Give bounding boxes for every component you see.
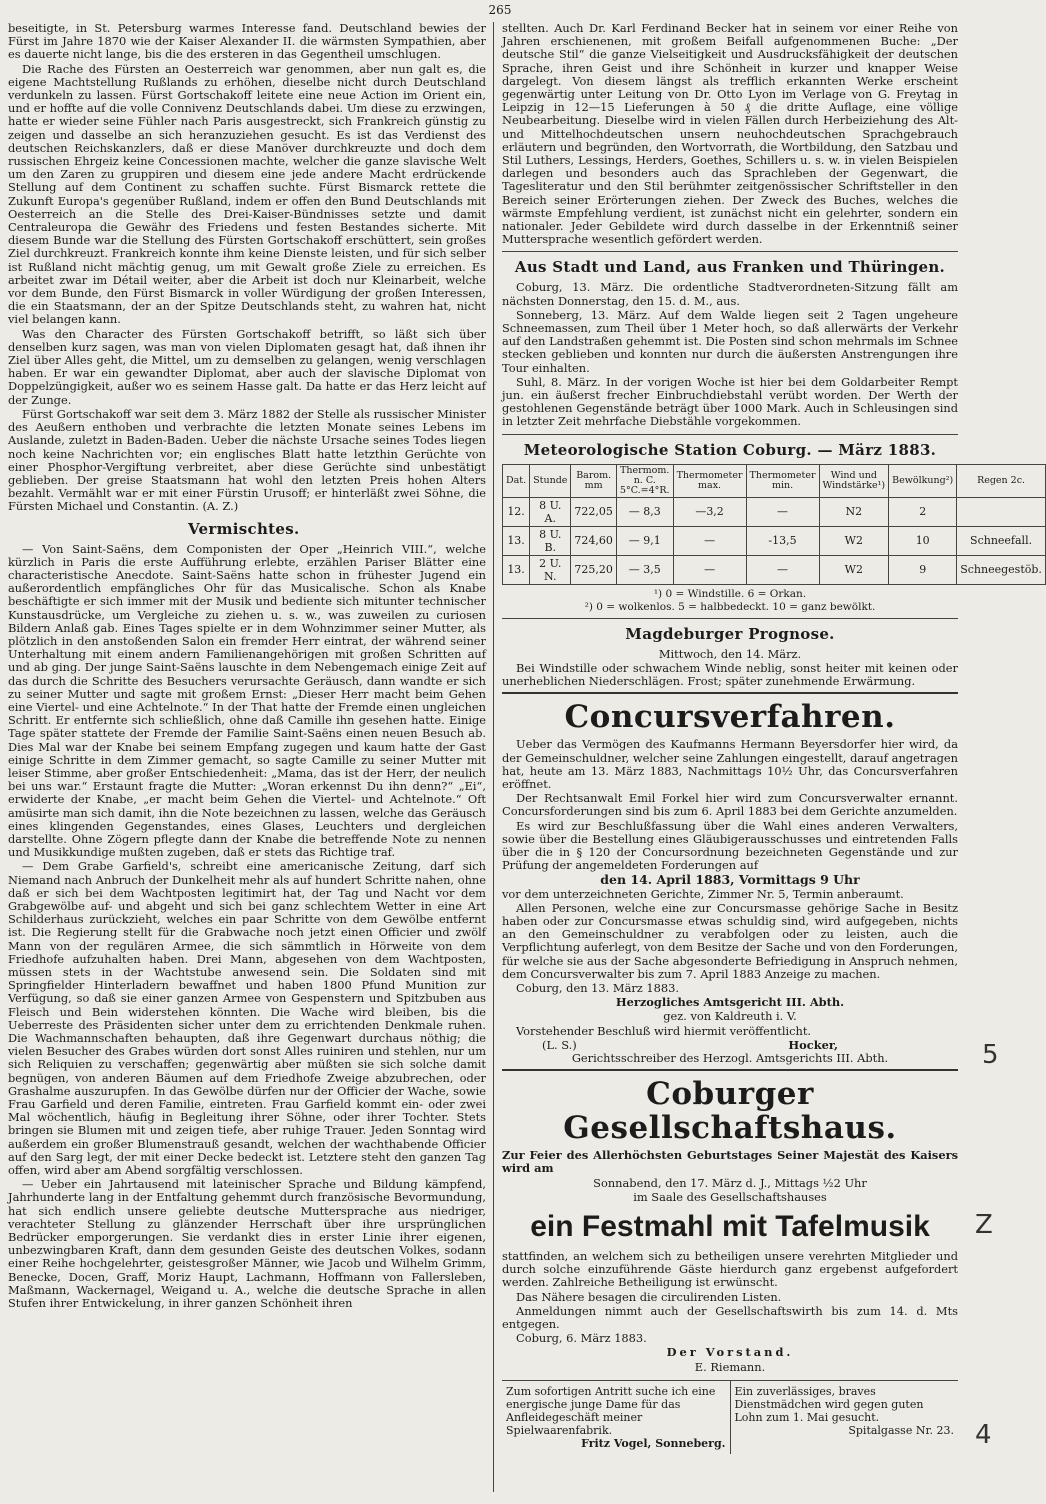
concurs-paragraph: Es wird zur Beschlußfassung über die Wahl eines anderen Verwalters, sowie über die Bestellung eines Gläubigerausschusses und eintretenden Falls über die in § 120 der Concursordnung bezeichneten Gegenstände und zur Prüfung der angemeldeten Forderungen auf — [502, 818, 958, 873]
column-divider — [493, 22, 494, 1492]
article-paragraph: — Dem Grabe Garfield's, schreibt eine americanische Zeitung, darf sich Niemand nach Anbruch der Dunkelheit mehr als auf hundert Schritte nahen, ohne daß er sich bei dem Wachtposten legitimirt hat, der Tag und Nacht vor dem Grabgewölbe auf- und abgeht und sich bei ganz schlechtem Wetter in eine Art Schilderhaus zurückzieht, welches ein paar Schritte von dem Gewölbe entfernt ist. Die Regierung stellt für die Grabwache noch jetzt einen Officier und zwölf Mann von der regulären Armee, die sich sämmtlich in Hörweite von dem Friedhofe aufzuhalten haben. Drei Mann, abgesehen von dem Wachtposten, müssen stets in der Wachtstube anwesend sein. Die Soldaten sind mit Springfielder Hinterladern bewaffnet und haben 1800 Pfund Munition zur Verfügung, so daß sie einer ganzen Armee von Gespenstern und Spitzbuben aus Fleisch und Bein widerstehen könnten. Die Wache wird bleiben, bis die Ueberreste des Präsidenten sicher unter dem zu errichtenden Denkmale ruhen. Die Wachmannschaften behaupten, daß ihre Gegenwart durchaus nöthig; die vielen Besucher des Grabes würden dort sonst Alles ruiniren und stehlen, nur um sich Reliquien zu verschaffen; gegenwärtig aber müßten sie sich solche damit begnügen, von anderen Bäumen auf dem Friedhofe Zweige abzubrechen, oder Grashalme auszurupfen. In das Gewölbe dürfen nur der Officier der Wache, sowie Frau Garfield und deren Familie, eintreten. Frau Garfield kommt ein- oder zwei Mal wöchentlich, häufig in Begleitung ihrer Söhne, oder ihrer Tochter. Stets bringen sie Blumen mit und zeigen tiefe, aber ruhige Trauer. Jeden Sonntag wird außerdem ein großer Blumenstrauß gesandt, welchen der wachthabende Officier auf den Sarg legt, der mit einer Decke bedeckt ist. Letztere steht den ganzen Tag offen, wird aber am Abend sorgfältig verschlossen. — [8, 859, 486, 1178]
gesellschaftshaus-title: Coburger Gesellschaftshaus. — [563, 1076, 897, 1147]
ad-spielwaaren — [502, 1381, 730, 1454]
ad-text: Zum sofortigen Antritt suche ich eine energische junge Dame für das Anfleidegeschäft meiner Spielwaarenfabrik. — [506, 1384, 716, 1437]
weather-footnote: ²) 0 = wolkenlos. 5 = halbbedeckt. 10 = ganz bewölkt. — [584, 600, 876, 613]
gesellschaftshaus-text: im Saale des Gesellschaftshauses — [633, 1189, 827, 1204]
vorstand-signature: Der Vorstand. — [666, 1345, 794, 1360]
clerk-name: Hocker, — [788, 1037, 838, 1052]
weather-table — [502, 464, 1046, 585]
article-paragraph: stellten. Auch Dr. Karl Ferdinand Becker hat in seinem vor einer Reihe von Jahren erschienenen, mit großem Beifall aufgenommenen Buche: „Der deutsche Stil“ die ganze Vielseitigkeit und Ausdrucksfähigkeit der deutschen Sprache, ihren Geist und ihre Schönheit in kurzer und knapper Weise dargelegt. Von diesem längst als trefflich erkannten Werke erscheint gegenwärtig unter Leitung von Dr. Otto Lyon im Verlage von G. Freytag in Leipzig in 12—15 Lieferungen à 50 ₰ die dritte Auflage, eine völlige Neubearbeitung. Dieselbe wird in vielen Fällen durch Herbeiziehung des Alt- und Mittelhochdeutschen unsern neuhochdeutschen Sprachgebrauch erläutern und begründen, den Wortvorrath, die Wortbildung, den Satzbau und Stil Luthers, Lessings, Herders, Goethes, Schillers u. s. w. in vielen Beispielen darlegen und besonders auch das Sprachleben der Gegenwart, die Tagesliteratur und den Stil berühmter zeitgenössischer Schriftsteller in den Bereich seiner Erörterungen ziehen. Der Zweck des Buches, welches die wärmste Empfehlung verdient, ist zunächst nicht ein gelehrter, sondern ein nationaler. Jeder Gebildete wird durch dasselbe in der Erkenntniß seiner Muttersprache wesentlich gefördert werden. — [502, 21, 958, 247]
article-paragraph: — Von Saint-Saëns, dem Componisten der Oper „Heinrich VIII.“, welche kürzlich in Paris die erste Aufführung erlebte, erzählen Pariser Blätter eine characteristische Anecdote. Saint-Saëns hatte schon in frühester Jugend ein außerordentlich empfängliches Ohr für das Musicalische. Schon als Knabe beschäftigte er sich immer mit der Musik und bediente sich mitunter technischer Kunstausdrücke, um Vergleiche zu ziehen u. s. w., was zuweilen zu curiosen Bildern Anlaß gab. Eines Tages spielte er in dem Wohnzimmer seiner Mutter, als plötzlich in den anstoßenden Salon ein fremder Herr eintrat, der während seiner Unterhaltung mit einem andern Familienangehörigen mit großen Schritten auf und ab ging. Der junge Saint-Saëns lauschte in dem Nebengemach einige Zeit auf das durch die Schritte des Besuchers verursachte Geräusch, dann wandte er sich zu seiner Mutter und sagte mit großem Ernst: „Dieser Herr macht beim Gehen eine Viertel- und eine Achtelnote.“ In der That hatte der Fremde einen ungleichen Schritt. Er entfernte sich schließlich, ohne daß Camille ihn gesehen hatte. Einige Tage später stattete der Fremde der Familie Saint-Saëns einen neuen Besuch ab. Dies Mal war der Knabe bei seinem Empfang zugegen und kaum hatte der Gast einige Schritte in dem Zimmer gemacht, so sagte Camille zu seiner Mutter mit leiser Stimme, aber großer Entschiedenheit: „Mama, das ist der Herr, der neulich bei uns war.“ Erstaunt fragte die Mutter: „Woran erkennst Du ihn denn?“ „Ei“, erwiderte der Knabe, „er macht beim Gehen die Viertel- und Achtelnote.“ Oft amüsirte man sich damit, ihn die Note bezeichnen zu lassen, welche das Geräusch eines klingenden Gegenstandes, eines Glases, Leuchters und dergleichen darstellte. Ohne Zögern pflegte dann der Knabe die betreffende Note zu nennen und Musikkundige mußten zugeben, daß er stets das Richtige traf. — [8, 541, 486, 860]
weather-table-row — [503, 555, 1046, 584]
weather-footnote: ¹) 0 = Windstille. 6 = Orkan. — [653, 587, 807, 600]
weather-cell: — — [673, 526, 746, 555]
gesellschaftshaus-text: Zur Feier des Allerhöchsten Geburtstages Seiner Majestät des Kaisers wird am — [502, 1148, 958, 1176]
weather-cell: Schneefall. — [957, 526, 1046, 555]
weather-cell: 2 — [889, 497, 957, 526]
weather-cell: — 3,5 — [616, 555, 673, 584]
section-title-vermischtes: Vermischtes. — [188, 519, 300, 538]
page-number: 265 — [488, 3, 512, 17]
divider — [502, 251, 958, 252]
divider — [502, 618, 958, 619]
weather-table-row — [503, 497, 1046, 526]
weather-cell: 725,20 — [571, 555, 617, 584]
riemann-signature: E. Riemann. — [694, 1359, 766, 1374]
weather-header-cell: Bewölkung²) — [889, 464, 957, 497]
right-column — [502, 21, 1042, 1454]
concurs-paragraph: Ueber das Vermögen des Kaufmanns Hermann Beyersdorfer hier wird, da der Gemeinschuldner, welcher seine Zahlungen eingestellt, darauf angetragen hat, heute am 13. März 1883, Nachmittags 10½ Uhr, das Concursverfahren eröffnet. — [502, 737, 958, 791]
weather-cell: W2 — [819, 526, 889, 555]
prognose-title: Magdeburger Prognose. — [625, 624, 835, 643]
weather-cell — [957, 497, 1046, 526]
weather-cell: — — [746, 497, 819, 526]
concurs-date: den 14. April 1883, Vormittags 9 Uhr — [600, 872, 860, 888]
weather-table-row — [503, 526, 1046, 555]
weather-cell: —3,2 — [673, 497, 746, 526]
left-column — [8, 22, 486, 1311]
divider — [502, 692, 958, 694]
weather-cell: 2 U. N. — [530, 555, 571, 584]
weather-cell: 12. — [503, 497, 530, 526]
concurs-paragraph: Allen Personen, welche eine zur Concursmasse gehörige Sache in Besitz haben oder zur Concursmasse etwas schuldig sind, wird aufgegeben, nichts an den Gemeinschuldner zu verabfolgen oder zu leisten, auch die Verpflichtung auferlegt, von dem Besitze der Sache und von den Forderungen, für welche sie aus der Sache abgesonderte Befriedigung in Anspruch nehmen, dem Concursverwalter bis zum 7. April 1883 Anzeige zu machen. — [502, 900, 958, 981]
concurs-signature: gez. von Kaldreuth i. V. — [663, 1009, 797, 1024]
ad-dienstmaedchen — [730, 1381, 959, 1454]
margin-pencil-mark: 5 — [982, 1040, 999, 1070]
weather-cell: 724,60 — [571, 526, 617, 555]
gesellschaftshaus-text: Anmeldungen nimmt auch der Gesellschaftswirth bis zum 14. d. Mts entgegen. — [502, 1303, 958, 1331]
concurs-publication: Vorstehender Beschluß wird hiermit veröffentlicht. — [516, 1023, 812, 1038]
divider — [502, 1069, 958, 1071]
article-paragraph: Was den Character des Fürsten Gortschakoff betrifft, so läßt sich über denselben kurz sagen, was man von vielen Diplomaten gesagt hat, daß ihnen ihr Ziel über Alles geht, die Mittel, um zu demselben zu gelangen, wenig verschlagen haben. Er war ein gewandter Diplomat, aber auch der slavische Diplomat von Doppelzüngigkeit, außer wo es seinem Hasse galt. Da hatte er das Herz leicht auf der Zunge. — [8, 326, 486, 407]
weather-cell: 8 U. A. — [530, 497, 571, 526]
weather-cell: Schneegestöb. — [957, 555, 1046, 584]
classified-ads — [502, 1380, 958, 1454]
concurs-seal-row — [502, 1039, 958, 1052]
news-item-suhl: Suhl, 8. März. In der vorigen Woche ist hier bei dem Goldarbeiter Rempt jun. ein äußerst frecher Einbruchdiebstahl verübt worden. Der Werth der gestohlenen Gegenstände beträgt über 1000 Mark. Auch in Schleusingen sind in letzter Zeit mehrfache Diebstähle vorgekommen. — [502, 374, 958, 429]
news-item-coburg: Coburg, 13. März. Die ordentliche Stadtverordneten-Sitzung fällt am nächsten Donnerstag, den 15. d. M., aus. — [502, 280, 958, 308]
weather-cell: — — [673, 555, 746, 584]
section-title-stadt-land: Aus Stadt und Land, aus Franken und Thüringen. — [514, 258, 946, 277]
concurs-clerk: Gerichtsschreiber des Herzogl. Amtsgerichts III. Abth. — [571, 1050, 889, 1065]
gesellschaftshaus-text: Sonnabend, den 17. März d. J., Mittags ½2 Uhr — [593, 1175, 867, 1190]
weather-cell: — 9,1 — [616, 526, 673, 555]
weather-cell: 13. — [503, 555, 530, 584]
seal-mark: (L. S.) — [542, 1037, 577, 1052]
prognose-date: Mittwoch, den 14. März. — [658, 646, 802, 661]
article-paragraph: Die Rache des Fürsten an Oesterreich war genommen, aber nun galt es, die eigene Machtstellung Rußlands zu erhöhen, dieselbe nicht durch Deutschland verdunkeln zu lassen. Fürst Gortschakoff leitete eine neue Action im Orient ein, und er hoffte auf die volle Connivenz Deutschlands dabei. Um diese zu erzwingen, hatte er wieder seine Fühler nach Paris ausgestreckt, sich Frankreich günstig zu zeigen und dasselbe an sich heranzuziehen gesucht. Es ist das Verdienst des deutschen Reichskanzlers, daß er diese Manöver durchkreuzte und doch dem russischen Ehrgeiz keine Concessionen machte, welcher die ganze slavische Welt um den Zaren zu gruppiren und diesem eine jede andere Macht erdrückende Stellung auf dem Continent zu schaffen suchte. Fürst Bismarck rettete die Zukunft Europa's gegenüber Rußland, indem er offen den Bund Deutschlands mit Oesterreich an die Stelle des Drei-Kaiser-Bündnisses setzte und damit Centraleuropa die Gewähr des Friedens und festen Bestandes sicherte. Mit diesem Bunde war die Stellung des Fürsten Gortschakoff erschüttert, sein großes Ziel durchkreuzt. Frankreich konnte ihm keine Dienste leisten, und für sich selber ist Rußland nicht mächtig genug, um mit Gewalt große Ziele zu erreichen. Es arbeitet zwar im Détail weiter, aber die Arbeit ist doch nur Kleinarbeit, welche vor dem Bunde, den Fürst Bismarck in voller Würdigung der großen Interessen, die ein Staatsmann, der an der Spitze Deutschlands steht, zu wahren hat, nicht viel belangen kann. — [8, 61, 486, 327]
ad-text: Ein zuverlässiges, braves Dienstmädchen wird gegen guten Lohn zum 1. Mai gesucht. — [734, 1384, 924, 1424]
weather-header-cell: Regen 2c. — [957, 464, 1046, 497]
weather-header-cell: Thermometer max. — [673, 464, 746, 497]
weather-header-cell: Dat. — [503, 464, 530, 497]
divider — [502, 434, 958, 435]
gesellschaftshaus-text: Das Nähere besagen die circulirenden Listen. — [516, 1289, 782, 1304]
weather-cell: 722,05 — [571, 497, 617, 526]
weather-cell: 13. — [503, 526, 530, 555]
concurs-court: Herzogliches Amtsgericht III. Abth. — [615, 995, 845, 1010]
concurs-paragraph: vor dem unterzeichneten Gerichte, Zimmer Nr. 5, Termin anberaumt. — [502, 886, 904, 901]
gesellschaftshaus-place-date: Coburg, 6. März 1883. — [516, 1331, 647, 1346]
margin-pencil-mark: Z — [975, 1210, 993, 1240]
weather-header-cell: Wind und Windstärke¹) — [819, 464, 889, 497]
weather-station-title: Meteorologische Station Coburg. — März 1883. — [523, 440, 937, 459]
weather-header-cell: Barom. mm — [571, 464, 617, 497]
weather-header-cell: Thermometer min. — [746, 464, 819, 497]
ad-signature: Fritz Vogel, Sonneberg. — [581, 1436, 726, 1450]
article-paragraph: — Ueber ein Jahrtausend mit lateinischer Sprache und Bildung kämpfend, Jahrhunderte lang in der Entfaltung gehemmt durch französische Bevormundung, hat sich endlich unsere geliebte deutsche Muttersprache aus niedriger, verachteter Stellung zu glänzender Herrschaft über ihre ursprünglichen Bedrücker emporgerungen. Sie verdankt dies in erster Linie ihrer eigenen, unbezwingbaren Kraft, dann dem gesunden Geiste des deutschen Volkes, sodann einer Reihe hochgelehrter, geistesgroßer Männer, wie Jacob und Wilhelm Grimm, Benecke, Docen, Graff, Moriz Haupt, Lachmann, Hoffmann von Fallersleben, Maßmann, Wackernagel, Weigand u. A., welche die deutsche Sprache in allen Stufen ihrer Entwickelung, in ihrer ganzen Schönheit ihren — [8, 1177, 486, 1311]
weather-header-cell: Stunde — [530, 464, 571, 497]
weather-cell: -13,5 — [746, 526, 819, 555]
weather-cell: — 8,3 — [616, 497, 673, 526]
gesellschaftshaus-text: stattfinden, an welchem sich zu betheiligen unsere verehrten Mitglieder und durch solche einzuführende Gäste hierdurch ganz ergebenst aufgefordert werden. Zahlreiche Betheiligung ist erwünscht. — [502, 1248, 958, 1290]
weather-cell: 9 — [889, 555, 957, 584]
margin-pencil-mark: 4 — [975, 1420, 992, 1450]
news-item-sonneberg: Sonneberg, 13. März. Auf dem Walde liegen seit 2 Tagen ungeheure Schneemassen, zum Theil über 1 Meter hoch, so daß allerwärts der Verkehr auf den Landstraßen gehemmt ist. Die Posten sind schon mehrmals im Schnee stecken geblieben und konnten nur durch die äußersten Anstrengungen ihre Tour einhalten. — [502, 307, 958, 375]
article-paragraph: beseitigte, in St. Petersburg warmes Interesse fand. Deutschland bewies der Fürst im Jahre 1870 wie der Kaiser Alexander II. die wärmsten Sympathien, aber es dauerte nicht lange, bis die des ersteren in das Gegentheil umschlugen. — [8, 21, 486, 62]
prognose-text: Bei Windstille oder schwachem Winde neblig, sonst heiter mit keinen oder unerheblichen Niederschlägen. Frost; später zunehmende Erwärmung. — [502, 660, 958, 689]
weather-cell: N2 — [819, 497, 889, 526]
weather-table-header-row — [503, 464, 1046, 497]
weather-cell: — — [746, 555, 819, 584]
article-paragraph: Fürst Gortschakoff war seit dem 3. März 1882 der Stelle als russischer Minister des Aeußern enthoben und verbrachte die letzten Monate seines Lebens im Auslande, zuletzt in Baden-Baden. Ueber die nächste Ursache seines Todes liegen noch keine Nachrichten vor; ein englisches Blatt hatte letzthin Gerüchte von einer Phosphor-Vergiftung verbreitet, aber diese Gerüchte sind unbestätigt geblieben. Der greise Staatsmann hat wohl den letzten Preis hohen Alters bezahlt. Vermählt war er mit einer Fürstin Urusoff; er hinterläßt zwei Söhne, die Fürsten Michael und Constantin. (A. Z.) — [8, 406, 486, 514]
festmahl-heading: ein Festmahl mit Tafelmusik — [530, 1209, 930, 1243]
ad-signature: Spitalgasse Nr. 23. — [848, 1423, 954, 1437]
weather-cell: W2 — [819, 555, 889, 584]
concurs-place-date: Coburg, den 13. März 1883. — [516, 980, 680, 995]
concurs-paragraph: Der Rechtsanwalt Emil Forkel hier wird zum Concursverwalter ernannt. Concursforderungen sind bis zum 6. April 1883 bei dem Gerichte anzumelden. — [502, 791, 958, 819]
concurs-title: Concursverfahren. — [564, 699, 896, 736]
weather-cell: 8 U. B. — [530, 526, 571, 555]
weather-header-cell: Thermom. n. C. 5°C.=4°R. — [616, 464, 673, 497]
weather-cell: 10 — [889, 526, 957, 555]
